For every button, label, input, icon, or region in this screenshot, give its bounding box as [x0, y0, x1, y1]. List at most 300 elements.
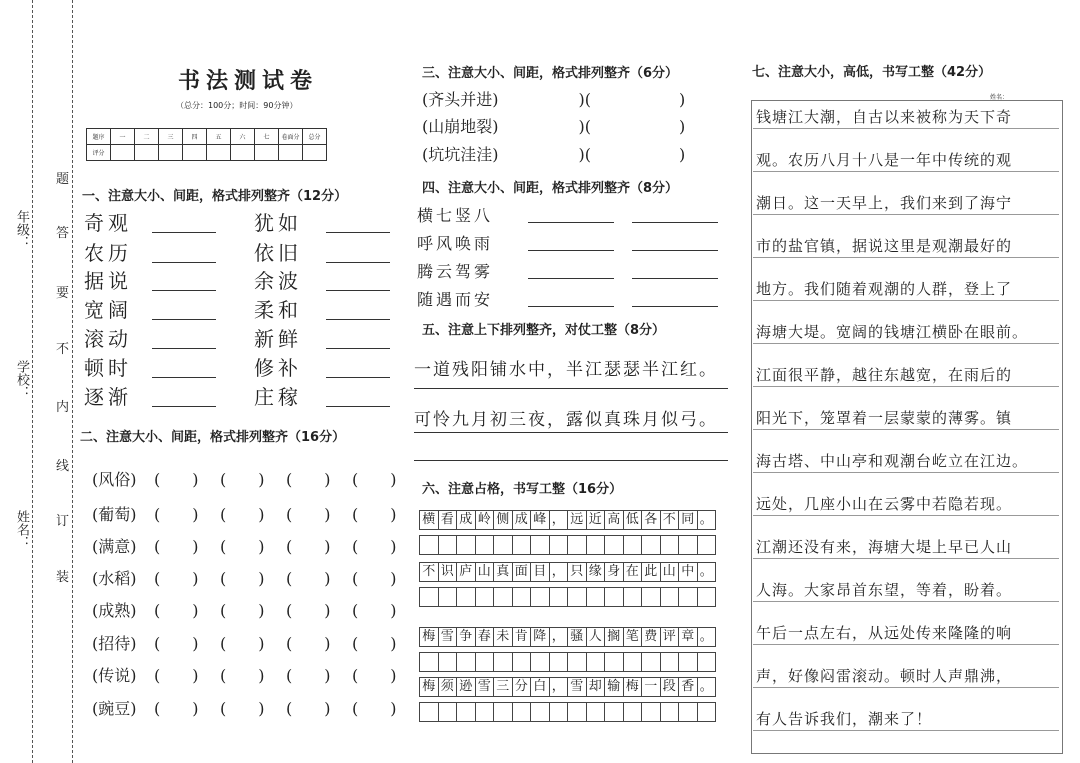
grid-cell-blank[interactable] — [419, 535, 439, 555]
grid-cell: 成 — [512, 510, 532, 530]
answer-parentheses[interactable]: ( ) — [154, 505, 199, 524]
grid-cell: 身 — [604, 562, 624, 582]
grid-cell: ， — [549, 562, 569, 582]
paper-rule — [753, 644, 1059, 645]
score-table-cell: 五 — [207, 129, 231, 145]
paper-rule — [753, 386, 1059, 387]
grid-cell: 高 — [604, 510, 624, 530]
answer-line[interactable] — [152, 405, 216, 407]
grid-cell-blank[interactable] — [641, 535, 661, 555]
seal-char: 内 — [56, 400, 70, 415]
grid-cell: 远 — [567, 510, 587, 530]
essay-line: 阳光下，笼罩着一层蒙蒙的薄雾。镇 — [756, 409, 1013, 427]
paper-rule — [753, 257, 1059, 258]
grid-cell-blank[interactable] — [475, 702, 495, 722]
grid-cell: ， — [549, 627, 569, 647]
score-input-cell[interactable] — [207, 145, 231, 161]
section1-word: 庄稼 — [254, 385, 302, 409]
answer-parentheses[interactable]: ( ) — [352, 699, 397, 718]
exam-subtitle: （总分：100分；时间：90分钟） — [176, 101, 298, 110]
section2-row — [92, 502, 418, 525]
answer-parentheses[interactable]: ( ) — [286, 470, 331, 489]
section1-word: 顿时 — [84, 356, 132, 380]
tianzige-row-blank[interactable] — [420, 587, 716, 607]
section2-row — [92, 534, 418, 557]
grid-cell: 看 — [438, 510, 458, 530]
seal-char: 订 — [56, 514, 70, 529]
grid-cell: 降 — [530, 627, 550, 647]
section2-word: (满意) — [92, 537, 137, 556]
grid-cell-blank[interactable] — [530, 702, 550, 722]
grid-cell-blank[interactable] — [456, 587, 476, 607]
answer-parentheses[interactable]: ( ) — [154, 470, 199, 489]
section6-heading: 六、注意占格，书写工整（16分） — [422, 482, 623, 497]
score-input-cell[interactable] — [135, 145, 159, 161]
paper-rule — [753, 300, 1059, 301]
grid-cell-blank[interactable] — [604, 535, 624, 555]
answer-line[interactable] — [326, 376, 390, 378]
binding-dash-outer — [32, 0, 33, 763]
section4-word: 腾云驾雾 — [417, 262, 494, 281]
answer-line[interactable] — [632, 222, 718, 223]
grid-cell-blank[interactable] — [419, 587, 439, 607]
answer-parentheses[interactable]: ( ) — [220, 470, 265, 489]
grid-cell: 只 — [567, 562, 587, 582]
section3-row — [422, 142, 685, 165]
paper-rule — [753, 687, 1059, 688]
essay-line: 海古塔、中山亭和观潮台屹立在江边。 — [756, 452, 1029, 470]
grid-cell: 横 — [419, 510, 439, 530]
tianzige-row-model — [420, 510, 716, 530]
answer-parentheses[interactable]: ( ) — [352, 505, 397, 524]
answer-line[interactable] — [632, 250, 718, 251]
paper-name-label: 姓名： — [990, 94, 1009, 101]
answer-line[interactable] — [326, 231, 390, 233]
answer-line[interactable] — [528, 250, 614, 251]
grid-cell: 分 — [512, 677, 532, 697]
section2-word: (水稻) — [92, 569, 137, 588]
answer-parentheses[interactable]: ( ) — [220, 569, 265, 588]
answer-line[interactable] — [632, 306, 718, 307]
answer-line[interactable] — [528, 306, 614, 307]
grid-cell-blank[interactable] — [493, 702, 513, 722]
poem-line: 可怜九月初三夜，露似真珠月似弓。 — [414, 410, 718, 430]
grid-cell-blank[interactable] — [567, 702, 587, 722]
grid-cell-blank[interactable] — [660, 587, 680, 607]
grid-cell-blank[interactable] — [530, 535, 550, 555]
tianzige-row-model — [420, 562, 716, 582]
paper-rule — [753, 171, 1059, 172]
section1-word: 柔和 — [254, 298, 302, 322]
grid-cell-blank[interactable] — [456, 535, 476, 555]
score-table-cell: 二 — [135, 129, 159, 145]
answer-line[interactable] — [326, 289, 390, 291]
grid-cell-blank[interactable] — [567, 652, 587, 672]
answer-parentheses[interactable]: ( ) — [286, 569, 331, 588]
answer-line[interactable] — [326, 405, 390, 407]
writing-line[interactable] — [414, 432, 728, 433]
grid-cell-blank[interactable] — [493, 587, 513, 607]
paren-mid: )( — [578, 90, 591, 109]
section4-word: 呼风唤雨 — [417, 234, 494, 253]
grid-cell-blank[interactable] — [660, 535, 680, 555]
grid-cell-blank[interactable] — [438, 587, 458, 607]
answer-parentheses[interactable]: ( ) — [352, 666, 397, 685]
score-table-cell: 七 — [255, 129, 279, 145]
grid-cell-blank[interactable] — [604, 652, 624, 672]
answer-parentheses[interactable]: ( ) — [286, 505, 331, 524]
answer-line[interactable] — [528, 278, 614, 279]
section2-row — [92, 598, 418, 621]
essay-line: 声，好像闷雷滚动。顿时人声鼎沸， — [756, 667, 1013, 685]
section2-row — [92, 696, 418, 719]
section1-word: 犹如 — [254, 211, 302, 235]
score-input-cell[interactable] — [279, 145, 303, 161]
answer-line[interactable] — [152, 347, 216, 349]
answer-parentheses[interactable]: ( ) — [286, 699, 331, 718]
score-table-cell: 四 — [183, 129, 207, 145]
grid-cell-blank[interactable] — [697, 652, 717, 672]
seal-char: 答 — [56, 226, 70, 241]
grid-cell-blank[interactable] — [512, 587, 532, 607]
grid-cell: 梅 — [623, 677, 643, 697]
grid-cell: 笔 — [623, 627, 643, 647]
grid-cell-blank[interactable] — [660, 702, 680, 722]
answer-parentheses[interactable]: ( ) — [352, 569, 397, 588]
answer-parentheses[interactable]: ( ) — [220, 666, 265, 685]
answer-parentheses[interactable]: ( ) — [352, 634, 397, 653]
answer-parentheses[interactable]: ( ) — [154, 569, 199, 588]
section1-word: 逐渐 — [84, 385, 132, 409]
grid-cell: 各 — [641, 510, 661, 530]
grid-cell: 山 — [475, 562, 495, 582]
tianzige-row-model — [420, 627, 716, 647]
grid-cell-blank[interactable] — [660, 652, 680, 672]
grid-cell: 费 — [641, 627, 661, 647]
answer-line[interactable] — [326, 261, 390, 263]
grid-cell: 梅 — [419, 677, 439, 697]
answer-parentheses[interactable]: ( ) — [220, 537, 265, 556]
grid-cell-blank[interactable] — [512, 702, 532, 722]
grid-cell-blank[interactable] — [530, 652, 550, 672]
writing-line[interactable] — [414, 388, 728, 389]
section4-heading: 四、注意大小、间距，格式排列整齐（8分） — [422, 181, 679, 196]
grid-cell-blank[interactable] — [419, 702, 439, 722]
grid-cell-blank[interactable] — [456, 702, 476, 722]
grid-cell: 不 — [419, 562, 439, 582]
score-input-cell[interactable] — [159, 145, 183, 161]
answer-parentheses[interactable]: ( ) — [286, 601, 331, 620]
score-input-cell[interactable] — [183, 145, 207, 161]
grid-cell: 真 — [493, 562, 513, 582]
grid-cell-blank[interactable] — [475, 652, 495, 672]
grid-cell-blank[interactable] — [623, 652, 643, 672]
grid-cell-blank[interactable] — [438, 652, 458, 672]
grid-cell-blank[interactable] — [586, 702, 606, 722]
grid-cell-blank[interactable] — [475, 587, 495, 607]
essay-line: 地方。我们随着观潮的人群，登上了 — [756, 280, 1013, 298]
grid-cell-blank[interactable] — [586, 652, 606, 672]
score-input-cell[interactable] — [231, 145, 255, 161]
grid-cell: 识 — [438, 562, 458, 582]
grid-cell-blank[interactable] — [604, 702, 624, 722]
score-table-cell: 题序 — [87, 129, 111, 145]
paper-rule — [753, 730, 1059, 731]
grid-cell: 人 — [586, 627, 606, 647]
section4-word: 随遇而安 — [417, 290, 494, 309]
grid-cell: 在 — [623, 562, 643, 582]
grid-cell: 肯 — [512, 627, 532, 647]
answer-parentheses[interactable]: ( ) — [220, 699, 265, 718]
grid-cell: ， — [549, 677, 569, 697]
answer-line[interactable] — [152, 231, 216, 233]
answer-parentheses[interactable]: ( ) — [154, 666, 199, 685]
paren-close: ) — [678, 117, 686, 136]
essay-line: 远处，几座小山在云雾中若隐若现。 — [756, 495, 1013, 513]
grid-cell-blank[interactable] — [419, 652, 439, 672]
score-table-cell: 评分 — [87, 145, 111, 161]
section3-heading: 三、注意大小、间距，格式排列整齐（6分） — [422, 66, 679, 81]
grid-cell: 三 — [493, 677, 513, 697]
grid-cell: 逊 — [456, 677, 476, 697]
section1-word: 依旧 — [254, 241, 302, 265]
answer-parentheses[interactable]: ( ) — [154, 634, 199, 653]
grid-cell: 此 — [641, 562, 661, 582]
answer-line[interactable] — [152, 261, 216, 263]
grid-cell-blank[interactable] — [475, 535, 495, 555]
section2-word: (葡萄) — [92, 505, 137, 524]
grid-cell-blank[interactable] — [697, 535, 717, 555]
grid-cell-blank[interactable] — [641, 587, 661, 607]
grid-cell-blank[interactable] — [493, 652, 513, 672]
grid-cell-blank[interactable] — [697, 587, 717, 607]
grid-cell-blank[interactable] — [697, 702, 717, 722]
grid-cell-blank[interactable] — [623, 702, 643, 722]
section1-word: 新鲜 — [254, 327, 302, 351]
section2-word: (招待) — [92, 634, 137, 653]
essay-line: 钱塘江大潮，自古以来被称为天下奇 — [756, 108, 1013, 126]
paper-rule — [753, 128, 1059, 129]
answer-parentheses[interactable]: ( ) — [154, 537, 199, 556]
score-table-cell: 总分 — [303, 129, 327, 145]
grid-cell: 中 — [678, 562, 698, 582]
score-table-cell: 卷面分 — [279, 129, 303, 145]
school-label: 学校： — [14, 360, 29, 399]
grid-cell-blank[interactable] — [438, 702, 458, 722]
tianzige-row-model — [420, 677, 716, 697]
essay-line: 市的盐官镇，据说这里是观潮最好的 — [756, 237, 1013, 255]
seal-char: 要 — [56, 286, 70, 301]
section1-word: 宽阔 — [84, 298, 132, 322]
paper-rule — [753, 558, 1059, 559]
grid-cell: 峰 — [530, 510, 550, 530]
essay-line: 人海。大家昂首东望，等着，盼着。 — [756, 581, 1013, 599]
paper-rule — [753, 601, 1059, 602]
score-input-cell[interactable] — [255, 145, 279, 161]
grid-cell: 目 — [530, 562, 550, 582]
grade-label: 年级： — [14, 210, 29, 249]
grid-cell: 春 — [475, 627, 495, 647]
grid-cell: 庐 — [456, 562, 476, 582]
grid-cell: 。 — [697, 510, 717, 530]
grid-cell: 不 — [660, 510, 680, 530]
grid-cell: 面 — [512, 562, 532, 582]
grid-cell: 缘 — [586, 562, 606, 582]
essay-line: 江面很平静，越往东越宽，在雨后的 — [756, 366, 1013, 384]
grid-cell-blank[interactable] — [586, 587, 606, 607]
grid-cell: 搁 — [604, 627, 624, 647]
answer-line[interactable] — [632, 278, 718, 279]
grid-cell-blank[interactable] — [549, 535, 569, 555]
grid-cell: ， — [549, 510, 569, 530]
answer-parentheses[interactable]: ( ) — [352, 470, 397, 489]
grid-cell-blank[interactable] — [641, 652, 661, 672]
grid-cell-blank[interactable] — [623, 535, 643, 555]
section2-word: (豌豆) — [92, 699, 137, 718]
grid-cell-blank[interactable] — [549, 702, 569, 722]
grid-cell: 成 — [456, 510, 476, 530]
answer-line[interactable] — [326, 347, 390, 349]
score-input-cell[interactable] — [111, 145, 135, 161]
answer-parentheses[interactable]: ( ) — [286, 537, 331, 556]
grid-cell-blank[interactable] — [604, 587, 624, 607]
grid-cell: 雪 — [475, 677, 495, 697]
grid-cell-blank[interactable] — [678, 535, 698, 555]
tianzige-row-blank[interactable] — [420, 652, 716, 672]
section3-row — [422, 87, 685, 110]
section3-row — [422, 114, 685, 137]
essay-line: 江潮还没有来，海塘大堤上早已人山 — [756, 538, 1013, 556]
grid-cell: 低 — [623, 510, 643, 530]
grid-cell: 雪 — [567, 677, 587, 697]
section2-heading: 二、注意大小、间距，格式排列整齐（16分） — [80, 430, 346, 445]
section1-word: 据说 — [84, 269, 132, 293]
answer-parentheses[interactable]: ( ) — [352, 601, 397, 620]
answer-line[interactable] — [528, 222, 614, 223]
section1-word: 修补 — [254, 356, 302, 380]
name-label: 姓名： — [14, 510, 29, 549]
grid-cell: 同 — [678, 510, 698, 530]
seal-char: 线 — [56, 459, 70, 474]
essay-line: 有人告诉我们，潮来了！ — [756, 710, 933, 728]
section1-word: 余波 — [254, 269, 302, 293]
grid-cell-blank[interactable] — [678, 652, 698, 672]
seal-char: 不 — [56, 342, 70, 357]
answer-parentheses[interactable]: ( ) — [220, 505, 265, 524]
section4-word: 横七竖八 — [417, 206, 494, 225]
answer-line[interactable] — [152, 289, 216, 291]
section5-heading: 五、注意上下排列整齐，对仗工整（8分） — [422, 323, 666, 338]
score-table-cell: 六 — [231, 129, 255, 145]
grid-cell: 却 — [586, 677, 606, 697]
paper-rule — [753, 214, 1059, 215]
answer-parentheses[interactable]: ( ) — [286, 634, 331, 653]
grid-cell: 雪 — [438, 627, 458, 647]
section3-word: (齐头并进) — [422, 90, 499, 109]
grid-cell: 。 — [697, 562, 717, 582]
grid-cell-blank[interactable] — [586, 535, 606, 555]
paper-rule — [753, 515, 1059, 516]
grid-cell: 岭 — [475, 510, 495, 530]
answer-parentheses[interactable]: ( ) — [154, 601, 199, 620]
grid-cell-blank[interactable] — [678, 587, 698, 607]
grid-cell-blank[interactable] — [567, 535, 587, 555]
seal-char: 题 — [56, 172, 70, 187]
answer-line[interactable] — [152, 376, 216, 378]
grid-cell: 。 — [697, 677, 717, 697]
essay-line: 潮日。这一天早上，我们来到了海宁 — [756, 194, 1013, 212]
grid-cell: 近 — [586, 510, 606, 530]
grid-cell: 。 — [697, 627, 717, 647]
paren-close: ) — [678, 90, 686, 109]
section1-heading: 一、注意大小、间距，格式排列整齐（12分） — [82, 189, 348, 204]
grid-cell: 骚 — [567, 627, 587, 647]
tianzige-row-blank[interactable] — [420, 702, 716, 722]
writing-line[interactable] — [414, 460, 728, 461]
paper-rule — [753, 472, 1059, 473]
section3-word: (坑坑洼洼) — [422, 145, 499, 164]
grid-cell: 山 — [660, 562, 680, 582]
grid-cell: 评 — [660, 627, 680, 647]
grid-cell-blank[interactable] — [493, 535, 513, 555]
grid-cell-blank[interactable] — [512, 652, 532, 672]
grid-cell-blank[interactable] — [641, 702, 661, 722]
grid-cell-blank[interactable] — [456, 652, 476, 672]
answer-parentheses[interactable]: ( ) — [220, 601, 265, 620]
answer-parentheses[interactable]: ( ) — [220, 634, 265, 653]
grid-cell-blank[interactable] — [678, 702, 698, 722]
paren-mid: )( — [578, 145, 591, 164]
section2-row — [92, 566, 418, 589]
grid-cell: 香 — [678, 677, 698, 697]
score-table-cell: 三 — [159, 129, 183, 145]
answer-parentheses[interactable]: ( ) — [286, 666, 331, 685]
answer-line[interactable] — [152, 318, 216, 320]
answer-parentheses[interactable]: ( ) — [154, 699, 199, 718]
section3-word: (山崩地裂) — [422, 117, 499, 136]
section1-word: 农历 — [84, 241, 132, 265]
tianzige-row-blank[interactable] — [420, 535, 716, 555]
grid-cell-blank[interactable] — [438, 535, 458, 555]
grid-cell-blank[interactable] — [567, 587, 587, 607]
grid-cell: 段 — [660, 677, 680, 697]
grid-cell: 侧 — [493, 510, 513, 530]
section2-row — [92, 467, 418, 490]
score-table-cell: 一 — [111, 129, 135, 145]
grid-cell: 未 — [493, 627, 513, 647]
score-input-cell[interactable] — [303, 145, 327, 161]
grid-cell: 章 — [678, 627, 698, 647]
section2-word: (成熟) — [92, 601, 137, 620]
answer-line[interactable] — [326, 318, 390, 320]
grid-cell: 输 — [604, 677, 624, 697]
grid-cell-blank[interactable] — [549, 587, 569, 607]
paper-rule — [753, 429, 1059, 430]
grid-cell-blank[interactable] — [549, 652, 569, 672]
grid-cell-blank[interactable] — [512, 535, 532, 555]
section7-heading: 七、注意大小，高低，书写工整（42分） — [752, 65, 992, 80]
grid-cell-blank[interactable] — [530, 587, 550, 607]
grid-cell-blank[interactable] — [623, 587, 643, 607]
section1-word: 奇观 — [84, 211, 132, 235]
grid-cell: 白 — [530, 677, 550, 697]
answer-parentheses[interactable]: ( ) — [352, 537, 397, 556]
section2-word: (传说) — [92, 666, 137, 685]
section2-row — [92, 663, 418, 686]
essay-line: 午后一点左右，从远处传来隆隆的响 — [756, 624, 1013, 642]
section2-word: (风俗) — [92, 470, 137, 489]
section2-row — [92, 631, 418, 654]
